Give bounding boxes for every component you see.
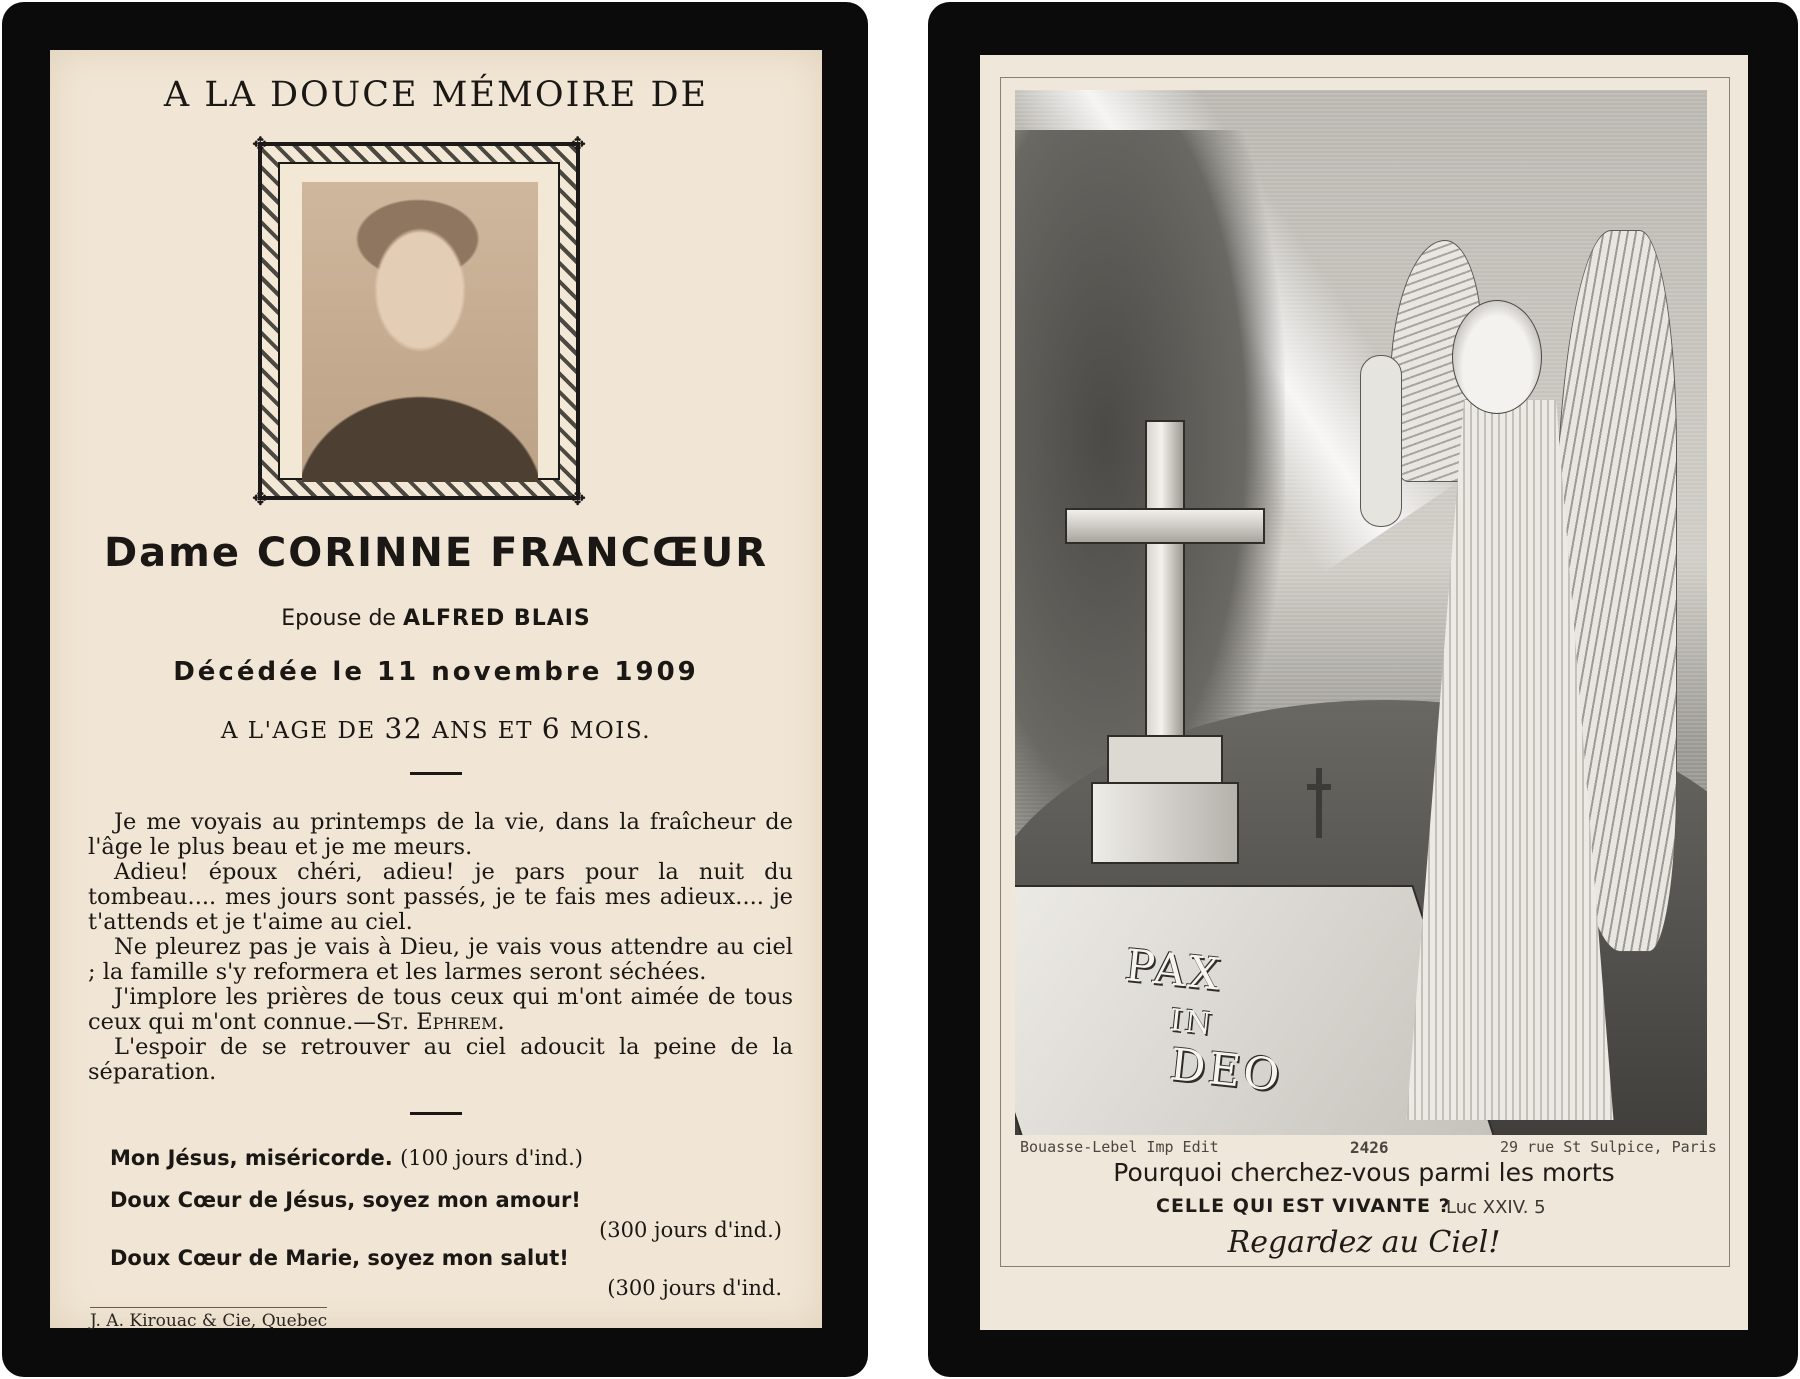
corner-ornament-icon: ✥	[569, 132, 586, 156]
corner-ornament-icon: ✥	[569, 486, 586, 510]
name-text: CORINNE FRANCŒUR	[256, 530, 769, 576]
memorial-card-back	[980, 55, 1748, 1330]
divider	[410, 1112, 462, 1115]
angel-raised-arm	[1360, 355, 1402, 527]
prayer-line	[110, 1146, 583, 1170]
death-date: Décédée le 11 novembre 1909	[173, 657, 699, 687]
poem-signature: St. Ephrem.	[375, 1009, 505, 1035]
corner-ornament-icon: ✥	[252, 132, 269, 156]
prayer-indulgence: (300 jours d'ind.)	[599, 1218, 782, 1242]
cross-beam	[1065, 508, 1265, 544]
slab-inscription: DEO	[1167, 1039, 1285, 1102]
name-prefix: Dame	[103, 530, 241, 576]
age-years: 32	[384, 712, 424, 745]
grave-cross-icon	[1065, 420, 1255, 860]
cross-plinth	[1107, 735, 1223, 789]
prayer-line: Doux Cœur de Jésus, soyez mon amour!	[110, 1188, 581, 1212]
slab-inscription: IN	[1168, 1002, 1216, 1043]
publisher-credit: Bouasse-Lebel Imp Edit	[1020, 1138, 1219, 1156]
cross-upright	[1145, 420, 1185, 744]
photo-frame	[252, 132, 586, 510]
printer-credit: J. A. Kirouac & Cie, Quebec	[90, 1307, 327, 1331]
age-months: 6	[541, 712, 562, 745]
plate-number: 2426	[1350, 1138, 1389, 1157]
corner-ornament-icon: ✥	[252, 486, 269, 510]
verse-reference: Luc XXIV. 5	[1446, 1197, 1546, 1218]
cross-base	[1091, 782, 1239, 864]
poem-paragraph: Adieu! époux chéri, adieu! je pars pour la nuit du tombeau.... mes jours sont passés, je te fais mes adieux.... je t'attends et je t'aime au ciel.	[88, 859, 793, 935]
angel-figure	[1335, 240, 1695, 1120]
publisher-address: 29 rue St Sulpice, Paris	[1500, 1138, 1717, 1156]
prayer-indulgence: (100 jours d'ind.)	[400, 1146, 583, 1170]
prayer-text: Mon Jésus, miséricorde.	[110, 1146, 393, 1170]
angel-head	[1452, 300, 1542, 414]
verse-line: CELLE QUI EST VIVANTE ?	[1156, 1195, 1451, 1217]
poem-paragraph: Je me voyais au printemps de la vie, dans la fraîcheur de l'âge le plus beau et je me meurs.	[88, 809, 793, 860]
distant-cross-icon	[1307, 768, 1331, 838]
portrait-photo	[302, 182, 538, 482]
photo-mat	[278, 162, 560, 480]
spouse-name: ALFRED BLAIS	[402, 606, 591, 631]
poem-paragraph: L'espoir de se retrouver au ciel adoucit la peine de la séparation.	[88, 1034, 793, 1085]
age-years-word: ANS ET	[431, 718, 533, 744]
age-months-word: MOIS.	[569, 718, 652, 744]
poem-paragraph	[88, 985, 793, 1035]
deceased-name	[50, 530, 822, 576]
card-heading: A LA DOUCE MÉMOIRE DE	[163, 75, 709, 115]
memorial-text	[88, 810, 793, 1085]
angel-engraving	[1015, 90, 1707, 1135]
prayer-line: Doux Cœur de Marie, soyez mon salut!	[110, 1246, 569, 1270]
divider	[410, 772, 462, 775]
age-prefix: A L'AGE DE	[220, 718, 376, 744]
prayer-indulgence: (300 jours d'ind.	[607, 1276, 782, 1300]
memorial-card-front	[50, 50, 822, 1331]
poem-paragraph: Ne pleurez pas je vais à Dieu, je vais vous attendre au ciel ; la famille s'y reformera et les larmes seront séchées.	[88, 934, 793, 985]
spouse-line	[50, 606, 822, 631]
age-line	[50, 712, 822, 745]
slab-inscription: PAX	[1122, 940, 1226, 1001]
handwritten-motto: Regardez au Ciel!	[1227, 1225, 1501, 1260]
verse-line: Pourquoi cherchez-vous parmi les morts	[1113, 1158, 1615, 1187]
poem-text: J'implore les prières de tous ceux qui m'ont aimée de tous ceux qui m'ont connue.—	[88, 984, 793, 1035]
spouse-prefix: Epouse de	[281, 606, 396, 631]
